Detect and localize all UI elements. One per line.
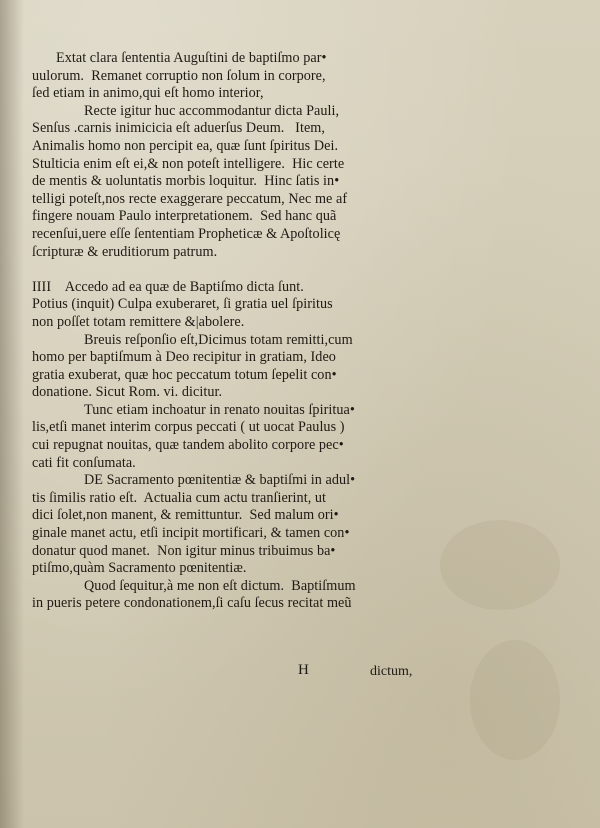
body-text [32,50,442,613]
text-line: ſcripturæ & eruditiorum patrum. [32,243,218,260]
catchword: dictum, [370,664,413,679]
paper-stain [470,640,560,760]
text-line: uulorum. Remanet corruptio non ſolum in corpore, [32,67,326,84]
text-line: DE Sacramento pœnitentiæ & baptiſmi in adul• [84,472,356,489]
text-line: Breuis reſponſio eſt,Dicimus totam remitti,cum [84,331,353,348]
text-line: de mentis & uoluntatis morbis loquitur. Hinc ſatis in• [32,173,340,190]
paper-stain [440,520,560,610]
signature-mark: H [298,662,309,678]
text-line: dici ſolet,non manent, & remittuntur. Sed malum ori• [32,507,339,524]
text-line: fingere nouam Paulo interpretationem. Sed hanc quã [32,208,337,225]
text-line: ptiſmo,quàm Sacramento pœnitentiæ. [32,560,247,577]
text-line: lis,etſi manet interim corpus peccati ( ut uocat Paulus ) [32,419,345,436]
text-line: tis ſimilis ratio eſt. Actualia cum actu tranſierint, ut [32,489,327,506]
text-line: donatur quod manet. Non igitur minus tribuimus ba• [32,542,336,559]
text-line: Animalis homo non percipit ea, quæ ſunt ſpiritus Dei. [32,137,339,154]
text-line: Recte igitur huc accommodantur dicta Pauli, [84,102,340,119]
text-line: gratia exuberat, quæ hoc peccatum totum ſepelit con• [32,366,337,383]
text-line: in pueris petere condonationem,ſi caſu ſecus recitat meũ [32,595,352,612]
text-line: Tunc etiam inchoatur in renato nouitas ſpiritua• [84,401,355,418]
text-line: Potius (inquit) Culpa exuberaret, ſi gratia uel ſpiritus [32,296,333,313]
text-line: non poſſet totam remittere &|abolere. [32,313,245,330]
text-line: Quod ſequitur,à me non eſt dictum. Baptiſmum [84,577,356,594]
text-line: IIII Accedo ad ea quæ de Baptiſmo dicta ſunt. [32,278,304,295]
text-line: cati fit conſumata. [32,454,136,471]
text-line: recenſui,uere eſſe ſententiam Propheticæ & Apoſtolicę [32,225,341,242]
text-line: Stulticia enim eſt ei,& non poteſt intelligere. Hic certe [32,155,345,172]
text-line: Senſus .carnis inimicicia eſt aduerſus Deum. Item, [32,120,325,137]
text-line: ſed etiam in animo,qui eſt homo interior, [32,85,264,102]
text-line: Extat clara ſententia Auguſtini de baptiſmo par• [56,50,327,66]
text-line: ginale manet actu, etſi incipit mortificari, & tamen con• [32,525,350,542]
text-line: cui repugnat nouitas, quæ tandem abolito corpore pec• [32,437,344,454]
gutter-shadow [0,0,24,828]
text-line: homo per baptiſmum à Deo recipitur in gratiam, Ideo [32,349,336,366]
text-line: telligi poteſt,nos recte exaggerare peccatum, Nec me af [32,190,348,207]
paragraph-gap [32,261,442,279]
text-line: donatione. Sicut Rom. vi. dicitur. [32,384,223,401]
